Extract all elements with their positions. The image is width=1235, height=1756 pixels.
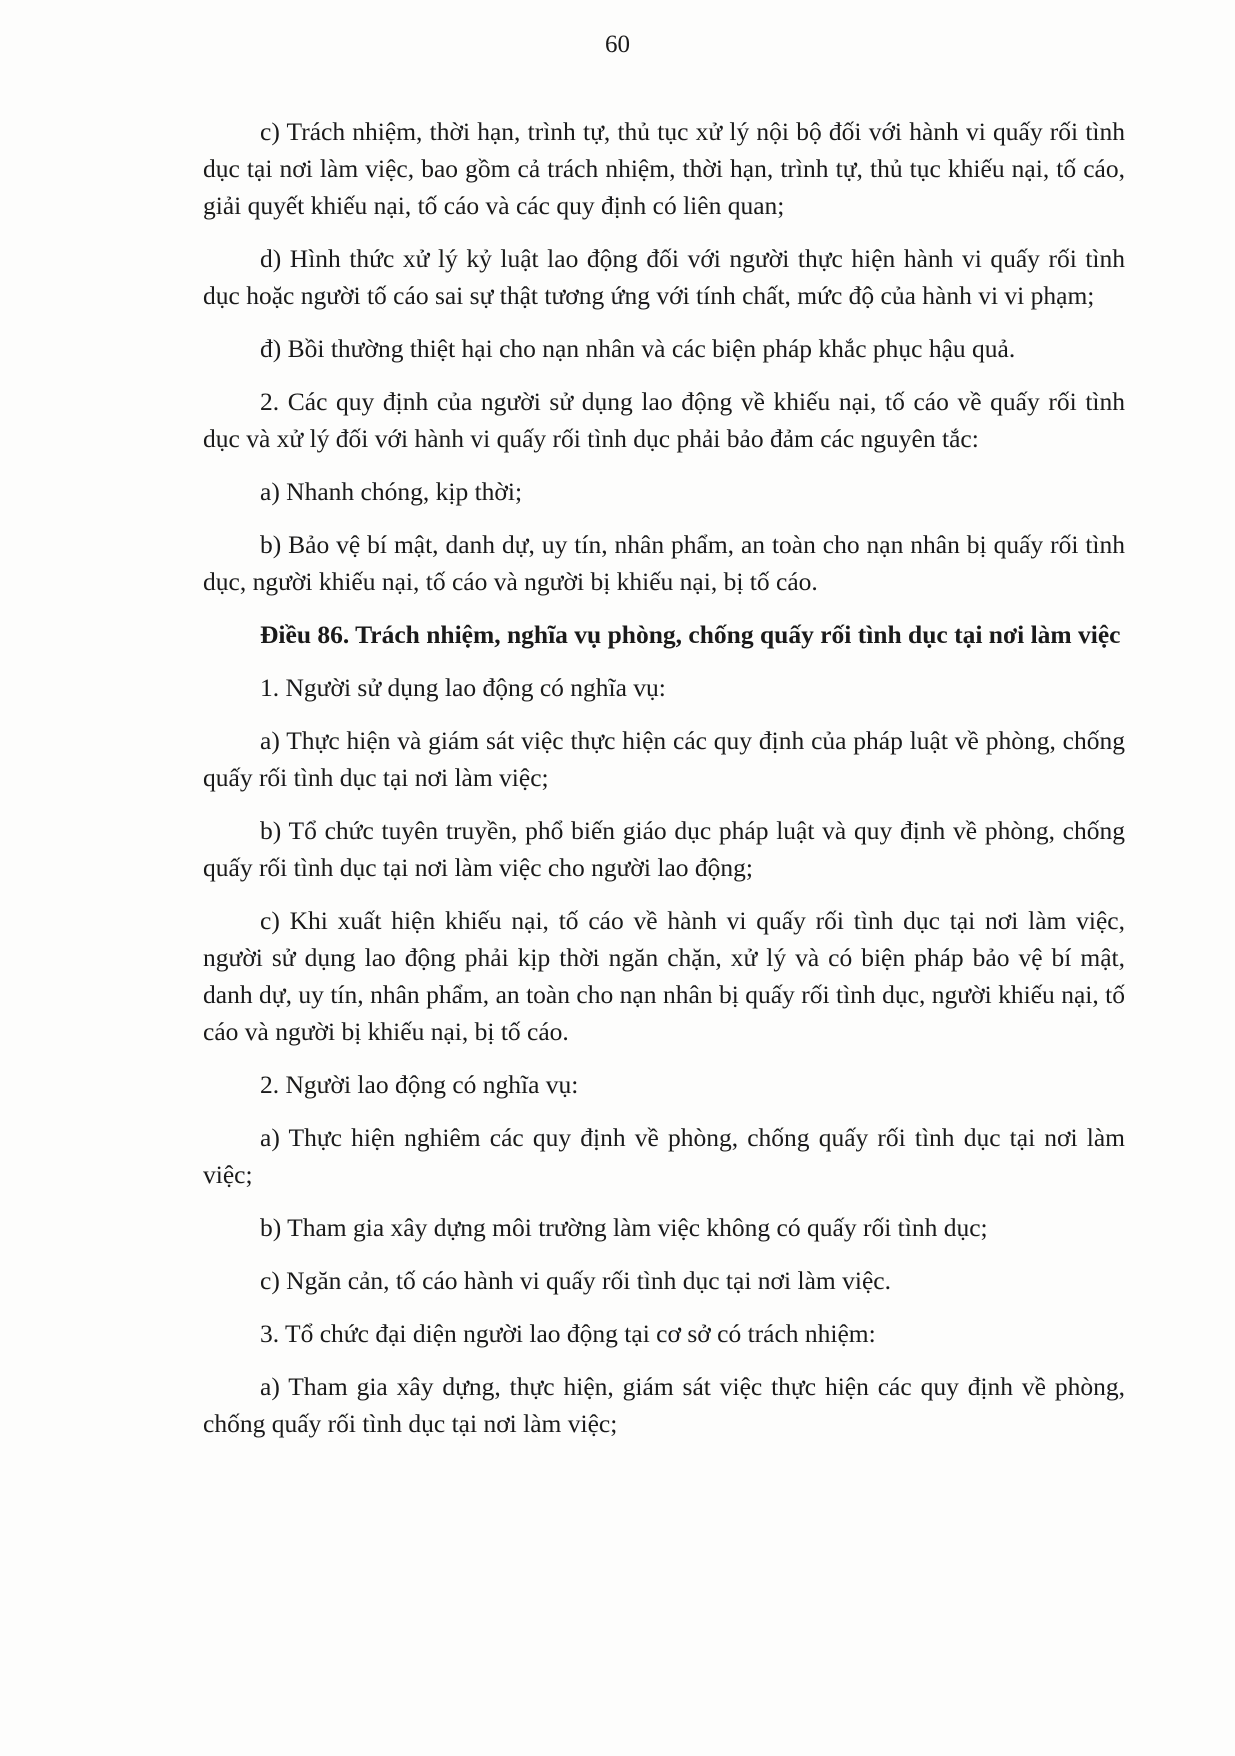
paragraph-item-1-clause-b: b) Tổ chức tuyên truyền, phổ biến giáo dục pháp luật và quy định về phòng, chống quấy rối tình dục tại nơi làm việc cho người lao động;	[203, 816, 1125, 882]
paragraph-clause-d: d) Hình thức xử lý kỷ luật lao động đối với người thực hiện hành vi quấy rối tình dục hoặc người tố cáo sai sự thật tương ứng với tính chất, mức độ của hành vi vi phạm;	[203, 244, 1125, 310]
paragraph-clause-c: c) Trách nhiệm, thời hạn, trình tự, thủ tục xử lý nội bộ đối với hành vi quấy rối tình dục tại nơi làm việc, bao gồm cả trách nhiệm, thời hạn, trình tự, thủ tục khiếu nại, tố cáo, giải quyết khiếu nại, tố cáo và các quy định có liên quan;	[203, 117, 1125, 220]
page-number: 60	[605, 31, 630, 58]
paragraph-item-2-clause-c: c) Ngăn cản, tố cáo hành vi quấy rối tình dục tại nơi làm việc.	[260, 1266, 891, 1295]
paragraph-item-2-workers: 2. Người lao động có nghĩa vụ:	[260, 1070, 579, 1099]
paragraph-clause-a: a) Nhanh chóng, kịp thời;	[260, 477, 523, 506]
paragraph-item-2-clause-b: b) Tham gia xây dựng môi trường làm việc không có quấy rối tình dục;	[260, 1213, 988, 1242]
document-body	[203, 113, 1125, 1458]
paragraph-item-2-clause-a: a) Thực hiện nghiêm các quy định về phòng, chống quấy rối tình dục tại nơi làm việc;	[203, 1123, 1125, 1189]
paragraph-clause-dd: đ) Bồi thường thiệt hại cho nạn nhân và các biện pháp khắc phục hậu quả.	[260, 334, 1016, 363]
paragraph-item-3-clause-a: a) Tham gia xây dựng, thực hiện, giám sát việc thực hiện các quy định về phòng, chống quấy rối tình dục tại nơi làm việc;	[203, 1372, 1125, 1438]
paragraph-item-3: 3. Tổ chức đại diện người lao động tại cơ sở có trách nhiệm:	[260, 1319, 876, 1348]
paragraph-item-2: 2. Các quy định của người sử dụng lao động về khiếu nại, tố cáo về quấy rối tình dục và xử lý đối với hành vi quấy rối tình dục phải bảo đảm các nguyên tắc:	[203, 387, 1125, 453]
paragraph-item-1-clause-a: a) Thực hiện và giám sát việc thực hiện các quy định của pháp luật về phòng, chống quấy rối tình dục tại nơi làm việc;	[203, 726, 1125, 792]
paragraph-item-1-clause-c: c) Khi xuất hiện khiếu nại, tố cáo về hành vi quấy rối tình dục tại nơi làm việc, người sử dụng lao động phải kịp thời ngăn chặn, xử lý và có biện pháp bảo vệ bí mật, danh dự, uy tín, nhân phẩm, an toàn cho nạn nhân bị quấy rối tình dục, người khiếu nại, tố cáo và người bị khiếu nại, bị tố cáo.	[203, 906, 1125, 1046]
paragraph-item-1: 1. Người sử dụng lao động có nghĩa vụ:	[260, 673, 666, 702]
article-86-heading: Điều 86. Trách nhiệm, nghĩa vụ phòng, chống quấy rối tình dục tại nơi làm việc	[260, 620, 1121, 649]
paragraph-clause-b: b) Bảo vệ bí mật, danh dự, uy tín, nhân phẩm, an toàn cho nạn nhân bị quấy rối tình dục, người khiếu nại, tố cáo và người bị khiếu nại, bị tố cáo.	[203, 530, 1125, 596]
